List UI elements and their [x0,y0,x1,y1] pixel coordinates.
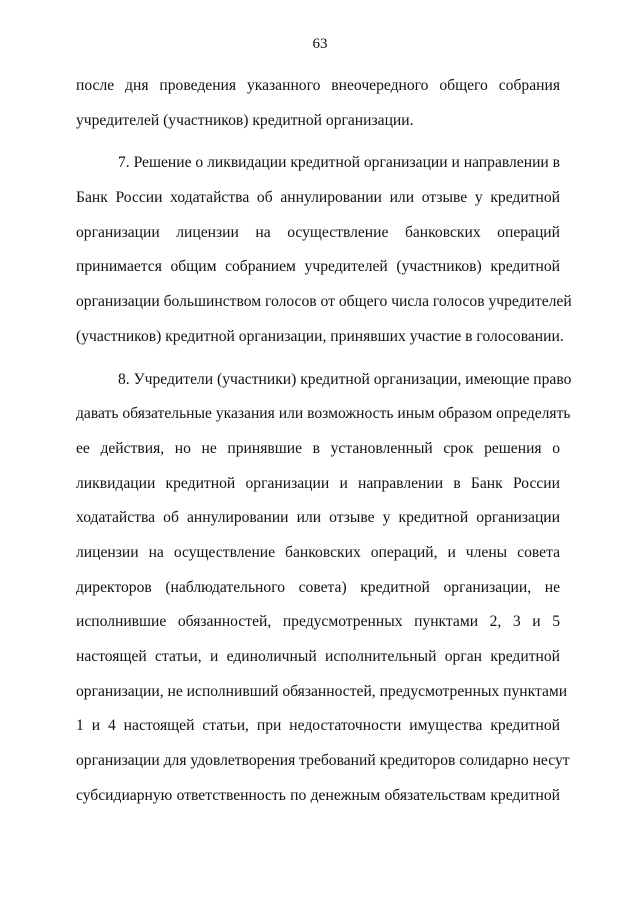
text-line: организации лицензии на осуществление банковских операций [76,223,560,241]
text-line: ее действия, но не принявшие в установленный срок решения о [76,439,560,457]
text-line: ходатайства об аннулировании или отзыве у кредитной организации [76,509,560,527]
text-line: ликвидации кредитной организации и направлении в Банк России [76,474,560,492]
text-line: исполнившие обязанностей, предусмотренных пунктами 2, 3 и 5 [76,613,560,631]
text-line: Банк России ходатайства об аннулировании или отзыве у кредитной [76,189,560,207]
document-body [76,69,572,813]
text-line: 8. Учредители (участники) кредитной организации, имеющие право [118,370,572,388]
text-line: 1 и 4 настоящей статьи, при недостаточности имущества кредитной [76,717,560,735]
text-line: субсидиарную ответственность по денежным обязательствам кредитной [76,786,560,804]
text-line: настоящей статьи, и единоличный исполнительный орган кредитной [76,648,560,665]
page-number: 63 [312,36,328,52]
text-line: организации большинством голосов от общего числа голосов учредителей [76,293,572,311]
text-line: учредителей (участников) кредитной организации. [76,111,414,129]
text-line: организации для удовлетворения требований кредиторов солидарно несут [76,752,570,770]
text-line: давать обязательные указания или возможность иным образом определять [76,405,571,423]
text-line: директоров (наблюдательного совета) кредитной организации, не [76,578,560,596]
text-line: лицензии на осуществление банковских операций, и члены совета [76,543,560,561]
text-line: организации, не исполнивший обязанностей, предусмотренных пунктами [76,682,568,700]
text-line: (участников) кредитной организации, принявших участие в голосовании. [76,327,564,345]
text-line: после дня проведения указанного внеочередного общего собрания [76,77,560,94]
text-line: 7. Решение о ликвидации кредитной организации и направлении в [118,154,561,172]
text-line: принимается общим собранием учредителей (участников) кредитной [76,258,560,276]
paragraph-item-7 [76,146,572,354]
paragraph-continuation [76,69,560,138]
paragraph-item-8 [76,363,572,814]
